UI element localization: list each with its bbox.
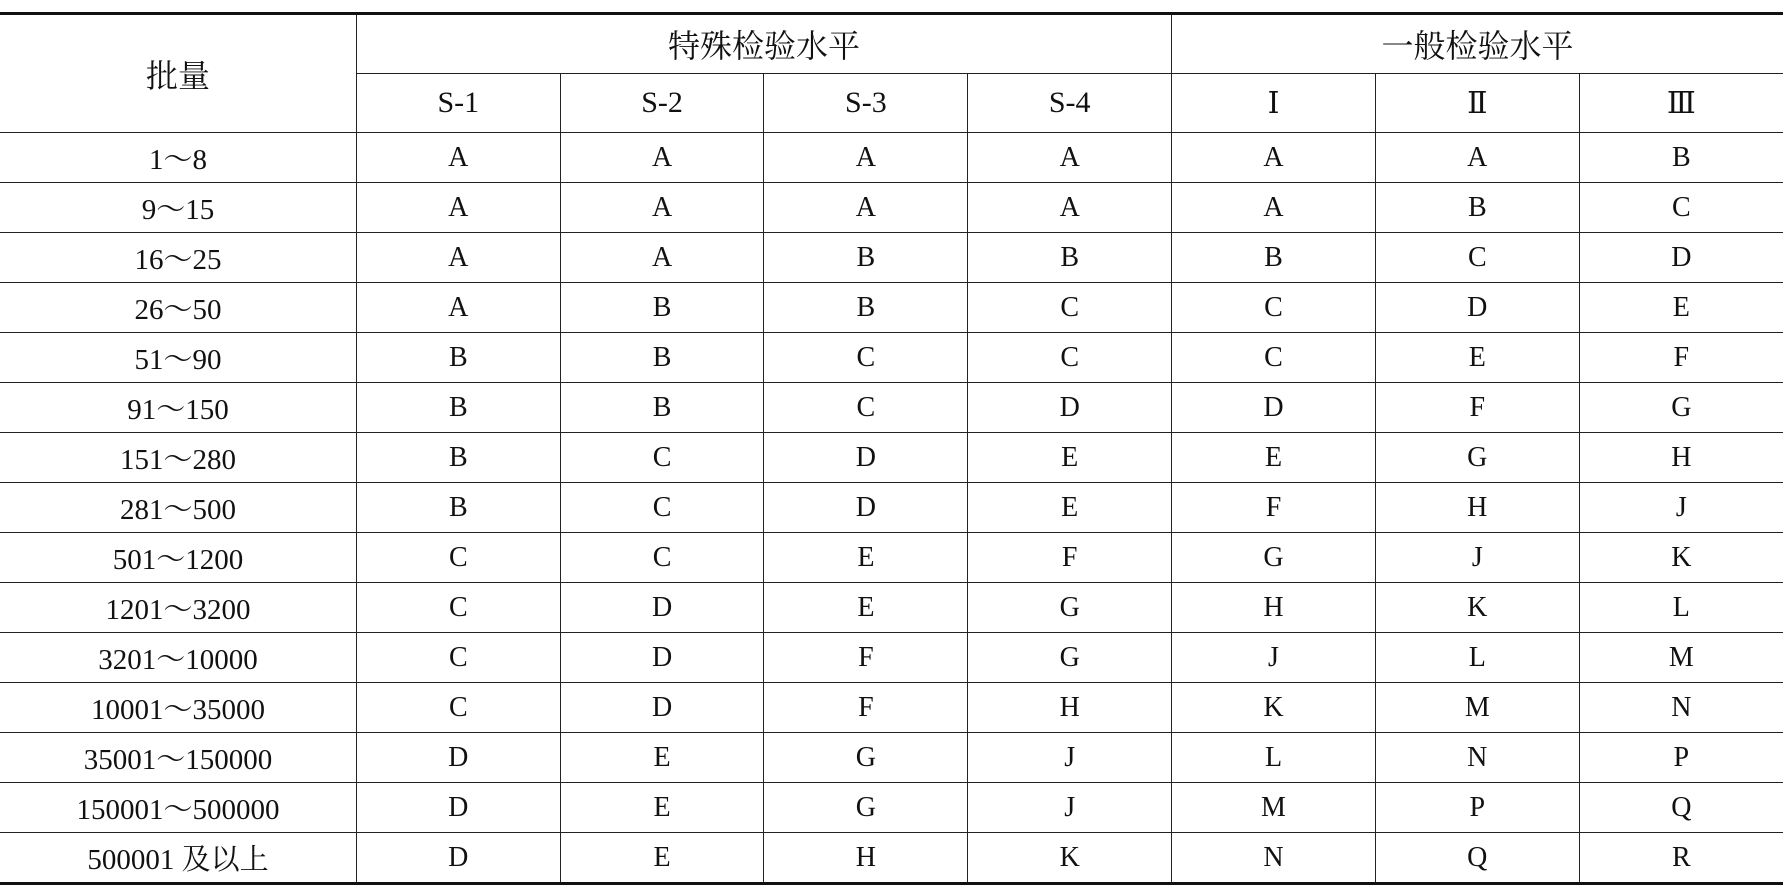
lot-size-cell: 1201～3200	[0, 583, 356, 633]
lot-size-cell: 26～50	[0, 283, 356, 333]
lot-size-cell: 501～1200	[0, 533, 356, 583]
sample-code-cell: C	[968, 283, 1172, 333]
sample-code-cell: L	[1375, 633, 1579, 683]
sample-code-cell: C	[560, 433, 764, 483]
sample-code-cell: B	[560, 333, 764, 383]
sample-code-cell: C	[1375, 233, 1579, 283]
sample-code-cell: D	[356, 833, 560, 884]
sample-code-cell: A	[560, 183, 764, 233]
sample-code-cell: M	[1375, 683, 1579, 733]
sample-code-cell: M	[1579, 633, 1783, 683]
level-iii-header: Ⅲ	[1579, 74, 1783, 133]
sample-code-cell: K	[1579, 533, 1783, 583]
sample-code-cell: J	[968, 783, 1172, 833]
sample-code-cell: B	[968, 233, 1172, 283]
table-body	[0, 133, 1783, 884]
sample-code-cell: G	[764, 783, 968, 833]
table-row	[0, 583, 1783, 633]
table-header	[0, 14, 1783, 133]
sample-code-cell: D	[1375, 283, 1579, 333]
sample-code-cell: C	[560, 533, 764, 583]
lot-size-cell: 1～8	[0, 133, 356, 183]
sample-code-cell: P	[1579, 733, 1783, 783]
sample-code-cell: B	[356, 433, 560, 483]
table-row	[0, 483, 1783, 533]
sample-code-cell: B	[1375, 183, 1579, 233]
level-s4-header: S-4	[968, 74, 1172, 133]
sample-code-cell: L	[1579, 583, 1783, 633]
sample-code-cell: G	[968, 633, 1172, 683]
sample-code-cell: A	[356, 283, 560, 333]
lot-size-cell: 500001 及以上	[0, 833, 356, 884]
level-s1-header: S-1	[356, 74, 560, 133]
sample-code-cell: K	[1375, 583, 1579, 633]
sample-code-cell: A	[1172, 133, 1376, 183]
lot-size-cell: 281～500	[0, 483, 356, 533]
sample-code-cell: F	[1375, 383, 1579, 433]
sample-code-cell: C	[356, 633, 560, 683]
table-row	[0, 233, 1783, 283]
sample-code-cell: N	[1579, 683, 1783, 733]
sample-code-cell: E	[968, 433, 1172, 483]
table-row	[0, 533, 1783, 583]
sample-code-cell: K	[1172, 683, 1376, 733]
table-row	[0, 333, 1783, 383]
sample-code-cell: A	[968, 183, 1172, 233]
table-row	[0, 783, 1783, 833]
lot-size-cell: 9～15	[0, 183, 356, 233]
sample-code-cell: F	[764, 633, 968, 683]
table-row	[0, 183, 1783, 233]
sample-code-cell: A	[560, 133, 764, 183]
sample-code-cell: D	[764, 433, 968, 483]
sample-code-cell: A	[1172, 183, 1376, 233]
table-row	[0, 633, 1783, 683]
lot-size-cell: 35001～150000	[0, 733, 356, 783]
sample-code-cell: G	[1375, 433, 1579, 483]
sample-code-cell: A	[764, 183, 968, 233]
sample-code-cell: K	[968, 833, 1172, 884]
sample-code-cell: C	[356, 583, 560, 633]
sample-code-cell: B	[560, 283, 764, 333]
general-inspection-header: 一般检验水平	[1172, 14, 1783, 74]
sample-code-cell: E	[560, 733, 764, 783]
sample-code-cell: C	[1579, 183, 1783, 233]
sample-code-cell: E	[968, 483, 1172, 533]
sample-code-cell: C	[968, 333, 1172, 383]
sample-code-cell: D	[560, 633, 764, 683]
sample-code-cell: J	[968, 733, 1172, 783]
lot-size-cell: 151～280	[0, 433, 356, 483]
level-s3-header: S-3	[764, 74, 968, 133]
sample-code-cell: J	[1375, 533, 1579, 583]
sample-code-cell: B	[1579, 133, 1783, 183]
sample-code-cell: A	[764, 133, 968, 183]
sample-code-cell: J	[1579, 483, 1783, 533]
sample-code-cell: E	[764, 583, 968, 633]
sample-code-cell: H	[1579, 433, 1783, 483]
table-row	[0, 433, 1783, 483]
sample-code-cell: B	[356, 483, 560, 533]
sample-code-cell: E	[560, 833, 764, 884]
lot-size-header: 批量	[0, 14, 356, 133]
lot-size-cell: 51～90	[0, 333, 356, 383]
sample-code-cell: D	[356, 733, 560, 783]
sample-code-cell: A	[968, 133, 1172, 183]
table-row	[0, 283, 1783, 333]
sample-code-cell: C	[560, 483, 764, 533]
sample-code-cell: C	[1172, 333, 1376, 383]
special-inspection-header: 特殊检验水平	[356, 14, 1171, 74]
lot-size-cell: 3201～10000	[0, 633, 356, 683]
sample-code-cell: G	[968, 583, 1172, 633]
sample-code-cell: Q	[1579, 783, 1783, 833]
sample-code-cell: A	[356, 183, 560, 233]
sample-code-cell: C	[1172, 283, 1376, 333]
level-ii-header: Ⅱ	[1375, 74, 1579, 133]
sample-code-cell: D	[560, 683, 764, 733]
sample-code-cell: N	[1172, 833, 1376, 884]
sample-code-cell: F	[764, 683, 968, 733]
sample-code-cell: D	[968, 383, 1172, 433]
sample-code-cell: D	[560, 583, 764, 633]
sample-code-cell: H	[968, 683, 1172, 733]
sample-code-cell: E	[560, 783, 764, 833]
sample-code-cell: D	[356, 783, 560, 833]
sample-code-cell: G	[764, 733, 968, 783]
sample-code-cell: P	[1375, 783, 1579, 833]
sample-code-cell: R	[1579, 833, 1783, 884]
sample-code-cell: E	[1375, 333, 1579, 383]
sample-code-cell: F	[968, 533, 1172, 583]
table-row	[0, 133, 1783, 183]
sample-code-cell: B	[356, 383, 560, 433]
sample-code-cell: H	[764, 833, 968, 884]
lot-size-cell: 16～25	[0, 233, 356, 283]
sample-code-cell: D	[1172, 383, 1376, 433]
sample-code-cell: Q	[1375, 833, 1579, 884]
table-row	[0, 833, 1783, 884]
sample-code-cell: G	[1172, 533, 1376, 583]
sample-code-cell: E	[1172, 433, 1376, 483]
sample-code-cell: A	[356, 133, 560, 183]
sample-code-cell: F	[1579, 333, 1783, 383]
sample-code-cell: B	[356, 333, 560, 383]
sample-code-cell: H	[1172, 583, 1376, 633]
sample-code-cell: B	[764, 283, 968, 333]
table-row	[0, 383, 1783, 433]
sample-code-cell: E	[764, 533, 968, 583]
sample-code-cell: A	[1375, 133, 1579, 183]
sample-code-cell: F	[1172, 483, 1376, 533]
sample-code-cell: D	[1579, 233, 1783, 283]
level-s2-header: S-2	[560, 74, 764, 133]
sample-code-cell: H	[1375, 483, 1579, 533]
sample-code-cell: N	[1375, 733, 1579, 783]
sample-code-cell: G	[1579, 383, 1783, 433]
sample-code-cell: B	[1172, 233, 1376, 283]
sample-code-cell: M	[1172, 783, 1376, 833]
sample-code-cell: C	[356, 533, 560, 583]
sample-code-cell: C	[764, 333, 968, 383]
sample-code-cell: C	[356, 683, 560, 733]
sample-code-cell: B	[560, 383, 764, 433]
level-i-header: Ⅰ	[1172, 74, 1376, 133]
sample-code-cell: C	[764, 383, 968, 433]
sample-code-cell: E	[1579, 283, 1783, 333]
sample-code-cell: B	[764, 233, 968, 283]
lot-size-cell: 150001～500000	[0, 783, 356, 833]
inspection-level-table	[0, 12, 1783, 885]
sample-code-cell: A	[356, 233, 560, 283]
sample-code-cell: D	[764, 483, 968, 533]
lot-size-cell: 91～150	[0, 383, 356, 433]
sample-code-cell: L	[1172, 733, 1376, 783]
table-row	[0, 733, 1783, 783]
table-row	[0, 683, 1783, 733]
sample-code-cell: A	[560, 233, 764, 283]
lot-size-cell: 10001～35000	[0, 683, 356, 733]
sample-code-cell: J	[1172, 633, 1376, 683]
